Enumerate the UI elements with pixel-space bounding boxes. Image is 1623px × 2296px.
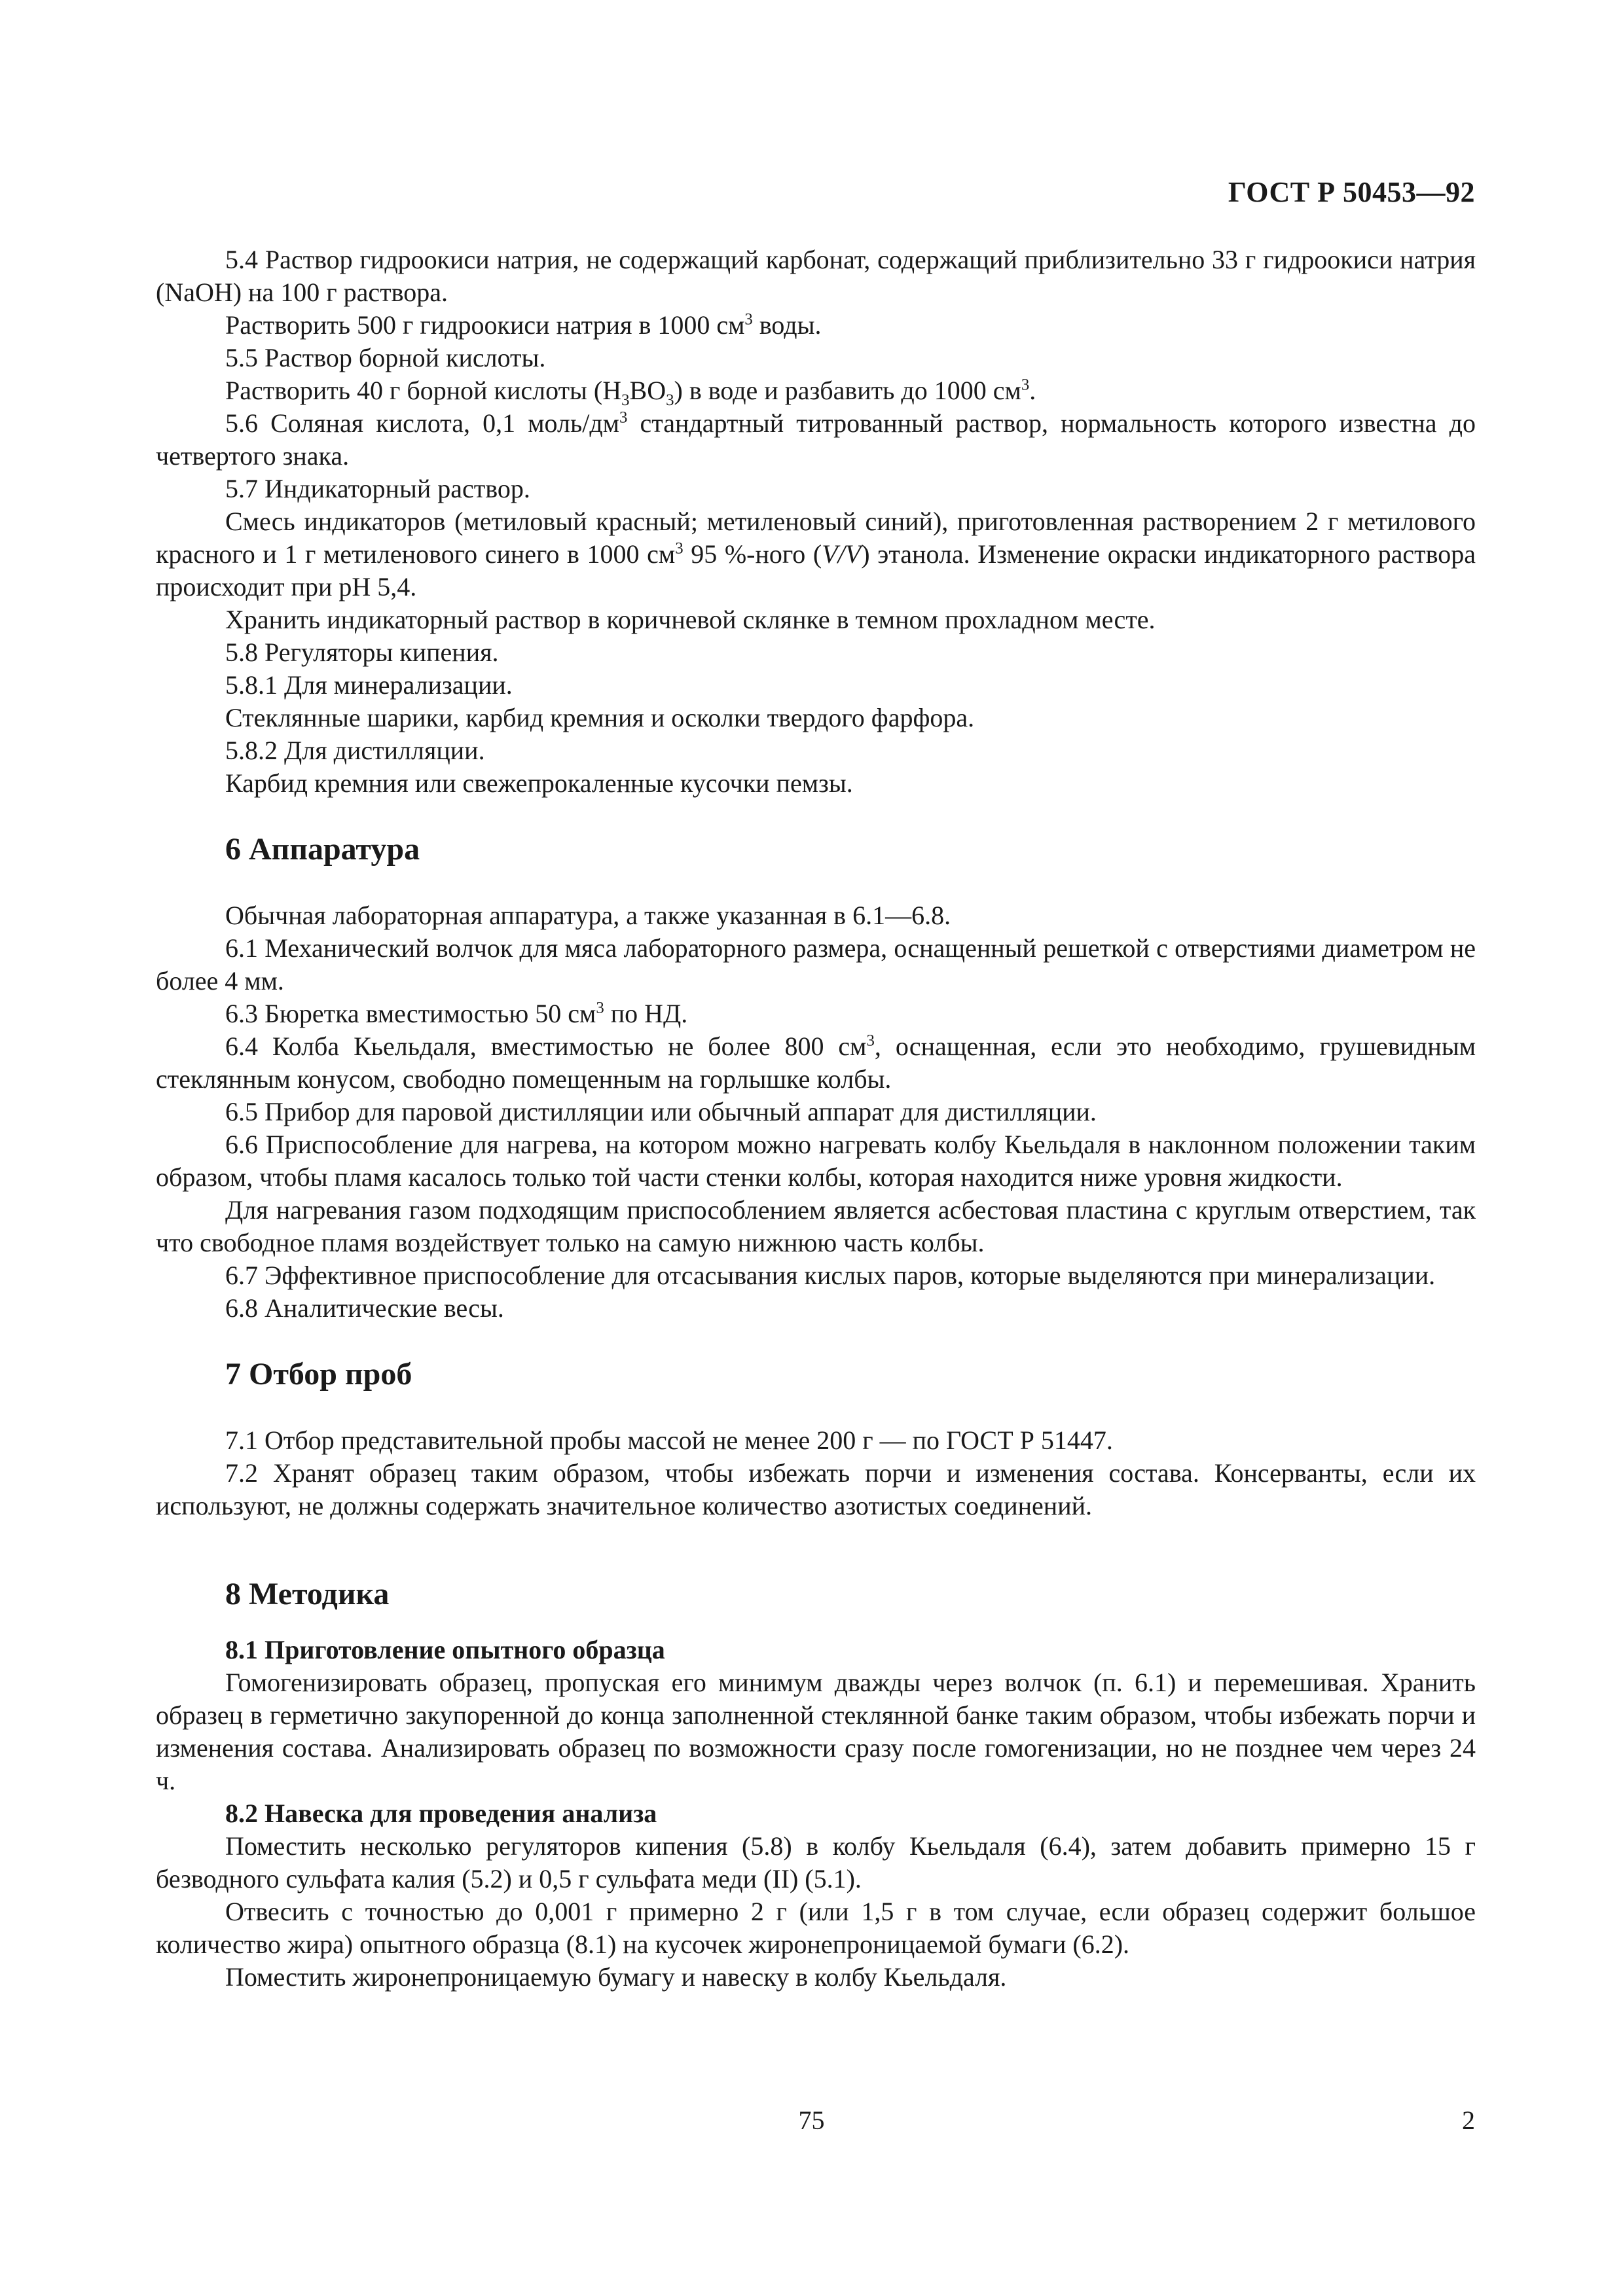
paragraph-5-5-instruction: Растворить 40 г борной кислоты $(H_3BO_3)$ в воде и разбавить до 1000 $см^3$. xyxy=(225,376,1036,409)
paragraph-5-4-instruction: Растворить 500 г гидроокиси натрия в 1000 $см^3$ воды. xyxy=(225,310,822,340)
section-heading-7: 7 Отбор проб xyxy=(225,1357,412,1391)
paragraph-5-8: 5.8 Регуляторы кипения. xyxy=(225,637,499,667)
paragraph-6-6-gas: Для нагревания газом подходящим приспособлением является асбестовая пластина с круглым отверстием, так что свободное пламя воздействует только на самую нижнюю часть колбы. xyxy=(156,1195,1476,1257)
document-header-standard: ГОСТ Р 50453—92 xyxy=(1228,176,1475,208)
paragraph-5-7-storage: Хранить индикаторный раствор в коричневой склянке в темном прохладном месте. xyxy=(225,605,1156,634)
paragraph-5-7-mixture: Смесь индикаторов (метиловый красный; метиленовый синий), приготовленная растворением 2 г метилового красного и 1 г метиленового синего в 1000 $см^3$ 95 %-ного (V/V) этанола. Изменение окраски индикаторного раствора происходит при pH 5,4. xyxy=(156,507,1476,601)
page-number-right: 2 xyxy=(1462,2106,1475,2135)
paragraph-5-8-1: 5.8.1 Для минерализации. xyxy=(225,670,513,700)
paragraph-6-3: 6.3 Бюретка вместимостью 50 $см^3$ по НД. xyxy=(225,999,688,1028)
paragraph-5-6: 5.6 Соляная кислота, 0,1 моль/$дм^3$ стандартный титрованный раствор, нормальность которого известна до четвертого знака. xyxy=(156,408,1476,471)
paragraph-8-2-place: Поместить жиронепроницаемую бумагу и навеску в колбу Кьельдаля. xyxy=(225,1962,1007,1992)
paragraph-5-8-2: 5.8.2 Для дистилляции. xyxy=(225,736,485,765)
paragraph-6-0: Обычная лабораторная аппаратура, а также указанная в 6.1—6.8. xyxy=(225,901,951,930)
paragraph-5-7: 5.7 Индикаторный раствор. xyxy=(225,474,530,503)
paragraph-6-7: 6.7 Эффективное приспособление для отсасывания кислых паров, которые выделяются при минерализации. xyxy=(225,1261,1436,1290)
paragraph-6-6: 6.6 Приспособление для нагрева, на котором можно нагревать колбу Кьельдаля в наклонном положении таким образом, чтобы пламя касалось только той части стенки колбы, которая находится ниже уровня жидкости. xyxy=(156,1130,1476,1192)
page-number-center: 75 xyxy=(798,2106,825,2135)
paragraph-5-8-2-text: Карбид кремния или свежепрокаленные кусочки пемзы. xyxy=(225,768,853,798)
section-heading-8: 8 Методика xyxy=(225,1577,390,1611)
paragraph-6-5: 6.5 Прибор для паровой дистилляции или обычный аппарат для дистилляции. xyxy=(225,1097,1097,1126)
paragraph-8-1: Гомогенизировать образец, пропуская его минимум дважды через волчок (п. 6.1) и перемешивая. Хранить образец в герметично закупоренной до конца заполненной стеклянной банке таким образом, чтобы избежать порчи и изменения состава. Анализировать образец по возможности сразу после гомогенизации, но не позднее чем через 24 ч. xyxy=(156,1668,1476,1795)
document-body xyxy=(156,243,1476,1994)
subsection-heading-8-1: 8.1 Приготовление опытного образца xyxy=(225,1635,665,1664)
subsection-heading-8-2: 8.2 Навеска для проведения анализа xyxy=(225,1799,657,1828)
paragraph-7-2: 7.2 Хранят образец таким образом, чтобы избежать порчи и изменения состава. Консерванты, если их используют, не должны содержать значительное количество азотистых соединений. xyxy=(156,1458,1476,1520)
paragraph-8-2-boiling: Поместить несколько регуляторов кипения (5.8) в колбу Кьельдаля (6.4), затем добавить примерно 15 г безводного сульфата калия (5.2) и 0,5 г сульфата меди (II) (5.1). xyxy=(156,1831,1476,1893)
paragraph-8-2-weigh: Отвесить с точностью до 0,001 г примерно 2 г (или 1,5 г в том случае, если образец содержит большое количество жира) опытного образца (8.1) на кусочек жиронепроницаемой бумаги (6.2). xyxy=(156,1897,1476,1959)
paragraph-5-5: 5.5 Раствор борной кислоты. xyxy=(225,343,546,372)
paragraph-5-8-1-text: Стеклянные шарики, карбид кремния и осколки твердого фарфора. xyxy=(225,703,975,732)
paragraph-6-1: 6.1 Механический волчок для мяса лабораторного размера, оснащенный решеткой с отверстиями диаметром не более 4 мм. xyxy=(156,933,1476,996)
paragraph-6-8: 6.8 Аналитические весы. xyxy=(225,1293,504,1323)
paragraph-6-4: 6.4 Колба Кьельдаля, вместимостью не более 800 $см^3$, оснащенная, если это необходимо, грушевидным стеклянным конусом, свободно помещенным на горлышке колбы. xyxy=(156,1031,1476,1094)
section-heading-6: 6 Аппаратура xyxy=(225,832,420,867)
paragraph-7-1: 7.1 Отбор представительной пробы массой не менее 200 г — по ГОСТ Р 51447. xyxy=(225,1426,1113,1455)
paragraph-5-4: 5.4 Раствор гидроокиси натрия, не содержащий карбонат, содержащий приблизительно 33 г гидроокиси натрия (NaOH) на 100 г раствора. xyxy=(156,245,1476,307)
